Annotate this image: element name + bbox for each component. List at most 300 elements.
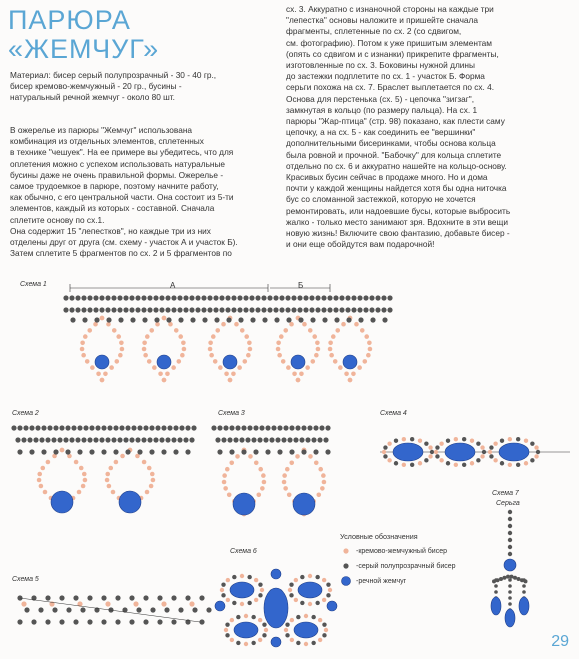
grey-bead	[129, 619, 134, 624]
legend-item-pearl: -речной жемчуг	[356, 578, 407, 585]
grey-bead	[165, 437, 170, 442]
legend-item-grey: -серый полупрозрачный бисер	[356, 563, 456, 570]
grey-bead	[159, 295, 164, 300]
body-line: отдельно по сх. 6 и аккуратно нашейте на кольцо-основу.	[286, 160, 507, 171]
grey-bead	[267, 307, 272, 312]
grey-bead	[339, 295, 344, 300]
grey-bead	[177, 307, 182, 312]
grey-bead	[375, 295, 380, 300]
grey-bead	[249, 307, 254, 312]
cream-bead	[316, 493, 321, 498]
body-line: почти у каждой женщины найдется хотя бы одна ниточка	[286, 183, 507, 194]
body-line: до застежки подплетите по сх. 1 - участок Б. Форма	[286, 71, 485, 82]
cream-bead	[114, 359, 119, 364]
cream-bead	[284, 628, 288, 632]
grey-bead	[522, 590, 526, 594]
cream-bead	[402, 437, 406, 441]
grey-bead	[130, 317, 135, 322]
grey-bead	[45, 619, 50, 624]
cream-bead	[189, 601, 194, 606]
grey-bead	[105, 307, 110, 312]
grey-bead	[221, 582, 225, 586]
grey-bead	[375, 307, 380, 312]
body-line: дополнительными бисеринками, чтобы основа кольца	[286, 138, 496, 149]
cream-bead	[488, 450, 492, 454]
cream-bead	[480, 454, 484, 458]
grey-bead	[301, 449, 306, 454]
grey-bead	[113, 449, 118, 454]
grey-bead	[255, 307, 260, 312]
grey-bead	[195, 307, 200, 312]
grey-bead	[81, 307, 86, 312]
grey-bead	[231, 295, 236, 300]
grey-bead	[259, 425, 264, 430]
cream-bead	[228, 378, 233, 383]
grey-bead	[255, 295, 260, 300]
cream-bead	[258, 638, 262, 642]
grey-bead	[89, 449, 94, 454]
grey-bead	[101, 619, 106, 624]
grey-bead	[343, 563, 348, 568]
pearl	[519, 597, 529, 615]
grey-bead	[59, 425, 64, 430]
grey-bead	[17, 425, 22, 430]
grey-bead	[530, 441, 534, 445]
pearl	[505, 609, 515, 627]
scheme-6-label: Схема 6	[230, 548, 257, 555]
cream-bead	[147, 466, 152, 471]
grey-bead	[45, 437, 50, 442]
grey-bead	[87, 595, 92, 600]
grey-bead	[243, 295, 248, 300]
cream-bead	[248, 347, 253, 352]
grey-bead	[77, 449, 82, 454]
cream-bead	[258, 618, 262, 622]
grey-bead	[311, 437, 316, 442]
grey-bead	[462, 463, 466, 467]
grey-bead	[185, 595, 190, 600]
grey-bead	[117, 295, 122, 300]
grey-bead	[296, 641, 300, 645]
grey-bead	[289, 593, 293, 597]
grey-bead	[99, 437, 104, 442]
cream-bead	[215, 328, 220, 333]
cream-bead	[211, 334, 216, 339]
cream-bead	[100, 378, 105, 383]
grey-bead	[143, 595, 148, 600]
cream-bead	[143, 353, 148, 358]
grey-bead	[301, 425, 306, 430]
grey-bead	[136, 607, 141, 612]
materials-line: Материал: бисер серый полупрозрачный - 30 - 40 гр.,	[10, 70, 217, 80]
grey-bead	[311, 615, 315, 619]
grey-bead	[166, 317, 171, 322]
body-line: см. фотографию). Потом к уже пришитым элементам	[286, 37, 492, 48]
grey-bead	[261, 295, 266, 300]
grey-bead	[273, 307, 278, 312]
grey-bead	[291, 307, 296, 312]
grey-bead	[235, 425, 240, 430]
cream-bead	[256, 493, 261, 498]
grey-bead	[297, 307, 302, 312]
body-line: бус со сломанной застежкой, которую не хочется	[286, 194, 476, 205]
cream-bead	[292, 372, 297, 377]
grey-bead	[199, 619, 204, 624]
cream-bead	[248, 454, 253, 459]
cream-bead	[428, 445, 432, 449]
grey-bead	[141, 437, 146, 442]
grey-bead	[135, 295, 140, 300]
cream-bead	[288, 588, 292, 592]
grey-bead	[105, 295, 110, 300]
grey-bead	[24, 607, 29, 612]
cream-bead	[493, 441, 497, 445]
cream-bead	[454, 463, 458, 467]
grey-bead	[53, 449, 58, 454]
grey-bead	[154, 317, 159, 322]
cream-bead	[351, 372, 356, 377]
body-line: как обычно, с его центральной части. Она состоит из 5-ти	[10, 192, 234, 203]
grey-bead	[503, 576, 507, 580]
cream-bead	[254, 598, 258, 602]
grey-bead	[101, 425, 106, 430]
grey-bead	[147, 295, 152, 300]
cream-bead	[21, 601, 26, 606]
grey-bead	[73, 595, 78, 600]
section-b-label: Б	[298, 281, 304, 290]
cream-bead	[114, 460, 119, 465]
grey-bead	[206, 607, 211, 612]
grey-bead	[263, 437, 268, 442]
cream-bead	[318, 467, 323, 472]
grey-bead	[178, 607, 183, 612]
grey-bead	[253, 425, 258, 430]
grey-bead	[219, 307, 224, 312]
cream-bead	[289, 322, 294, 327]
grey-bead	[81, 295, 86, 300]
grey-bead	[323, 437, 328, 442]
grey-bead	[123, 437, 128, 442]
grey-bead	[213, 295, 218, 300]
grey-bead	[94, 317, 99, 322]
grey-bead	[273, 295, 278, 300]
pearl	[230, 582, 254, 598]
grey-bead	[476, 441, 480, 445]
grey-bead	[321, 295, 326, 300]
grey-bead	[171, 595, 176, 600]
grey-bead	[31, 619, 36, 624]
grey-bead	[111, 437, 116, 442]
cream-bead	[534, 454, 538, 458]
grey-bead	[435, 445, 439, 449]
cream-bead	[74, 460, 79, 465]
grey-bead	[327, 295, 332, 300]
grey-bead	[93, 437, 98, 442]
pearl	[499, 443, 529, 461]
grey-bead	[207, 307, 212, 312]
grey-bead	[153, 295, 158, 300]
cream-bead	[224, 372, 229, 377]
grey-bead	[38, 607, 43, 612]
grey-bead	[87, 307, 92, 312]
cream-bead	[229, 461, 234, 466]
grey-bead	[257, 437, 262, 442]
cream-bead	[142, 460, 147, 465]
cream-bead	[151, 478, 156, 483]
grey-bead	[303, 307, 308, 312]
grey-bead	[262, 317, 267, 322]
grey-bead	[313, 425, 318, 430]
grey-bead	[87, 437, 92, 442]
grey-bead	[82, 317, 87, 322]
grey-bead	[383, 454, 387, 458]
body-line: бусины даже не очень правильной формы. Ожерелье -	[10, 169, 224, 180]
grey-bead	[462, 437, 466, 441]
grey-bead	[189, 437, 194, 442]
cream-bead	[315, 341, 320, 346]
cream-bead	[428, 454, 432, 458]
grey-bead	[289, 449, 294, 454]
grey-bead	[207, 295, 212, 300]
grey-bead	[27, 437, 32, 442]
grey-bead	[178, 317, 183, 322]
scheme-5-label: Схема 5	[12, 576, 39, 583]
grey-bead	[382, 317, 387, 322]
grey-bead	[295, 425, 300, 430]
grey-bead	[101, 595, 106, 600]
grey-bead	[69, 295, 74, 300]
grey-bead	[147, 437, 152, 442]
cream-bead	[100, 316, 105, 321]
grey-bead	[225, 307, 230, 312]
grey-bead	[322, 622, 326, 626]
grey-bead	[236, 615, 240, 619]
cream-bead	[133, 601, 138, 606]
grey-bead	[213, 307, 218, 312]
grey-bead	[281, 437, 286, 442]
grey-bead	[63, 437, 68, 442]
grey-bead	[185, 425, 190, 430]
grey-bead	[285, 295, 290, 300]
cream-bead	[80, 347, 85, 352]
cream-bead	[218, 365, 223, 370]
grey-bead	[489, 454, 493, 458]
body-line: Затем сплетите 5 фрагментов по сх. 2 и 5 фрагментов по	[10, 248, 232, 259]
grey-bead	[190, 317, 195, 322]
grey-bead	[249, 295, 254, 300]
thread-line	[20, 598, 200, 622]
grey-bead	[165, 307, 170, 312]
grey-bead	[283, 425, 288, 430]
scheme-3-label: Схема 3	[218, 410, 245, 417]
title-line-2: «ЖЕМЧУГ»	[8, 34, 160, 64]
cream-bead	[224, 628, 228, 632]
grey-bead	[508, 538, 512, 542]
grey-bead	[317, 437, 322, 442]
legend-title: Условные обозначения	[340, 532, 418, 541]
grey-bead	[309, 307, 314, 312]
grey-bead	[106, 317, 111, 322]
grey-bead	[177, 295, 182, 300]
cream-bead	[534, 445, 538, 449]
pearl	[291, 355, 305, 369]
grey-bead	[201, 295, 206, 300]
cream-bead	[149, 328, 154, 333]
grey-bead	[93, 307, 98, 312]
grey-bead	[315, 295, 320, 300]
cream-bead	[328, 347, 333, 352]
grey-bead	[275, 437, 280, 442]
grey-bead	[387, 307, 392, 312]
cream-bead	[240, 328, 245, 333]
grey-bead	[150, 607, 155, 612]
cream-bead	[282, 480, 287, 485]
grey-bead	[381, 295, 386, 300]
cream-bead	[96, 372, 101, 377]
grey-bead	[221, 593, 225, 597]
grey-bead	[23, 425, 28, 430]
grey-bead	[111, 295, 116, 300]
grey-bead	[41, 449, 46, 454]
grey-bead	[274, 317, 279, 322]
grey-bead	[65, 449, 70, 454]
grey-bead	[123, 295, 128, 300]
cream-bead	[178, 334, 183, 339]
grey-bead	[105, 437, 110, 442]
grey-bead	[229, 425, 234, 430]
grey-bead	[261, 307, 266, 312]
cream-bead	[308, 574, 312, 578]
grey-bead	[191, 425, 196, 430]
pearl	[294, 622, 318, 638]
grey-bead	[506, 575, 510, 579]
grey-bead	[17, 619, 22, 624]
grey-bead	[325, 449, 330, 454]
pearl	[327, 601, 337, 611]
grey-bead	[202, 317, 207, 322]
grey-bead	[251, 615, 255, 619]
cream-bead	[387, 441, 391, 445]
cream-bead	[225, 467, 230, 472]
grey-bead	[171, 437, 176, 442]
grey-bead	[508, 545, 512, 549]
grey-bead	[476, 458, 480, 462]
grey-bead	[285, 307, 290, 312]
grey-bead	[279, 307, 284, 312]
cream-bead	[79, 466, 84, 471]
grey-bead	[321, 307, 326, 312]
cream-bead	[103, 372, 108, 377]
grey-bead	[508, 590, 512, 594]
grey-bead	[286, 317, 291, 322]
grey-bead	[59, 619, 64, 624]
cream-bead	[142, 347, 147, 352]
grey-bead	[489, 445, 493, 449]
grey-bead	[522, 584, 526, 588]
grey-bead	[17, 449, 22, 454]
body-line: оплетения можно с успехом использовать натуральные	[10, 158, 226, 169]
grey-bead	[265, 425, 270, 430]
grey-bead	[446, 439, 450, 443]
grey-bead	[232, 601, 236, 605]
cream-bead	[493, 458, 497, 462]
grey-bead	[297, 295, 302, 300]
grey-bead	[293, 437, 298, 442]
body-line: отделены друг от друга (см. схему - участок А и участок Б).	[10, 237, 238, 248]
cream-bead	[240, 602, 244, 606]
scheme-7-sublabel: Серьга	[496, 500, 520, 507]
body-line: "лепестка" основы наложите и пришейте сначала	[286, 15, 478, 26]
cream-bead	[312, 334, 317, 339]
cream-bead	[247, 341, 252, 346]
grey-bead	[125, 449, 130, 454]
grey-bead	[63, 307, 68, 312]
grey-bead	[201, 307, 206, 312]
cream-bead	[290, 638, 294, 642]
cream-bead	[234, 322, 239, 327]
cream-bead	[39, 484, 44, 489]
grey-bead	[262, 622, 266, 626]
grey-bead	[296, 615, 300, 619]
grey-bead	[369, 307, 374, 312]
cream-bead	[508, 437, 512, 441]
grey-bead	[508, 531, 512, 535]
grey-bead	[231, 307, 236, 312]
cream-bead	[308, 454, 313, 459]
cream-bead	[145, 334, 150, 339]
grey-bead	[243, 307, 248, 312]
cream-bead	[308, 602, 312, 606]
grey-bead	[236, 641, 240, 645]
grey-bead	[351, 295, 356, 300]
grey-bead	[508, 584, 512, 588]
grey-bead	[265, 449, 270, 454]
cream-bead	[276, 341, 281, 346]
cream-bead	[321, 473, 326, 478]
grey-bead	[149, 449, 154, 454]
grey-bead	[223, 425, 228, 430]
page-number: 29	[551, 633, 569, 650]
grey-bead	[298, 317, 303, 322]
grey-bead	[345, 295, 350, 300]
cream-bead	[262, 480, 267, 485]
grey-bead	[143, 619, 148, 624]
grey-bead	[131, 425, 136, 430]
grey-bead	[508, 524, 512, 528]
cream-bead	[322, 480, 327, 485]
grey-bead	[326, 593, 330, 597]
cream-bead	[264, 628, 268, 632]
grey-bead	[199, 595, 204, 600]
grey-bead	[167, 425, 172, 430]
grey-bead	[99, 295, 104, 300]
cream-bead	[80, 341, 85, 346]
cream-bead	[142, 341, 147, 346]
grey-bead	[334, 317, 339, 322]
grey-bead	[370, 317, 375, 322]
grey-bead	[508, 517, 512, 521]
grey-bead	[143, 425, 148, 430]
cream-bead	[289, 461, 294, 466]
grey-bead	[119, 425, 124, 430]
cream-bead	[302, 322, 307, 327]
grey-bead	[189, 307, 194, 312]
cream-bead	[418, 439, 422, 443]
grey-bead	[161, 449, 166, 454]
cream-bead	[227, 493, 232, 498]
grey-bead	[517, 577, 521, 581]
cream-bead	[402, 463, 406, 467]
